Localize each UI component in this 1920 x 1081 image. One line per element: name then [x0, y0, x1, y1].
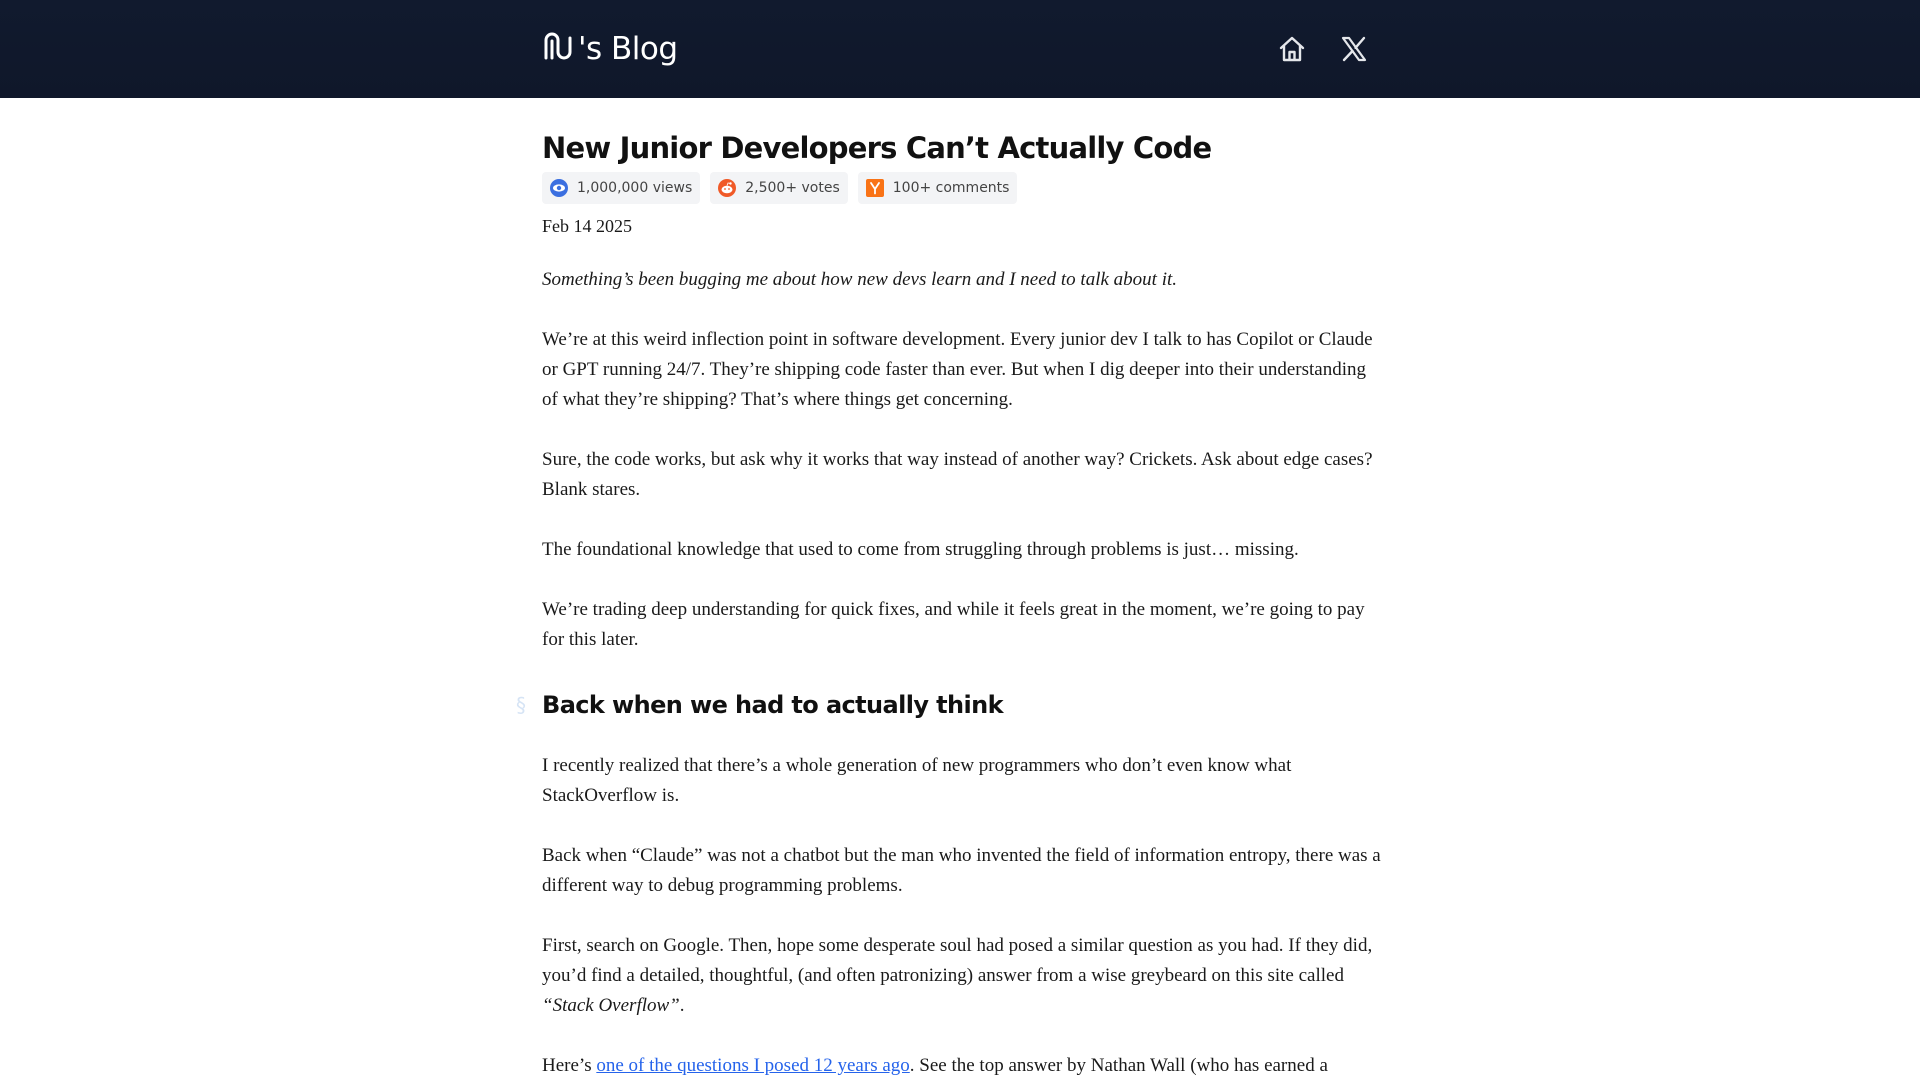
paragraph-text: Here’s: [542, 1055, 597, 1076]
post-title: New Junior Developers Can’t Actually Code: [542, 131, 1212, 165]
reddit-icon: [717, 178, 737, 198]
question-link[interactable]: one of the questions I posed 12 years ago: [596, 1055, 910, 1076]
header-nav: [1276, 33, 1370, 65]
header-inner: [542, 0, 1378, 98]
body-paragraph: We’re at this weird inflection point in software development. Every junior dev I talk to has Copilot or Claude or GPT running 24/7. They’re shipping code faster than ever. But when I dig deeper into their understanding of what they’re shipping? That’s where things get concerning.: [542, 329, 1373, 410]
body-paragraph: Sure, the code works, but ask why it works that way instead of another way? Crickets. Ask about edge cases? Blank stares.: [542, 449, 1373, 500]
post-date: Feb 14 2025: [542, 216, 632, 236]
hacker-news-icon: [865, 178, 885, 198]
site-header: [0, 0, 1920, 98]
body-paragraph: We’re trading deep understanding for quick fixes, and while it feels great in the moment, we’re going to pay for this later.: [542, 599, 1365, 650]
intro-paragraph: [542, 265, 1382, 295]
paragraph-text: First, search on Google. Then, hope some desperate soul had posed a similar question as you had. If they did, you’d find a detailed, thoughtful, (and often patronizing) answer from a wise greybeard on this site called: [542, 935, 1373, 986]
x-logo-icon[interactable]: [1338, 33, 1370, 65]
logo-icon: [542, 30, 576, 64]
paragraph-text: . See the top answer by Nathan Wall (who has earned a: [909, 1055, 1328, 1076]
intro-text: Something’s been bugging me about how new devs learn and I need to talk about it.: [542, 269, 1178, 290]
eye-icon: [549, 178, 569, 198]
comments-badge: [858, 172, 1018, 204]
emphasis-text: “Stack Overflow”: [542, 995, 680, 1016]
post-content: [516, 98, 1382, 1081]
body-paragraph: The foundational knowledge that used to come from struggling through problems is just… missing.: [542, 539, 1299, 560]
views-count: 1,000,000 views: [577, 180, 693, 196]
post-body: [516, 265, 1382, 1081]
paragraph-text: .: [679, 995, 685, 1016]
section-anchor-link[interactable]: §: [516, 693, 526, 717]
brand-title: 's Blog: [578, 31, 678, 67]
comments-count: 100+ comments: [892, 180, 1010, 196]
brand-link[interactable]: [542, 31, 678, 67]
body-paragraph: [542, 1051, 1382, 1081]
votes-count: 2,500+ votes: [745, 180, 840, 196]
body-paragraph: [542, 931, 1382, 1021]
home-icon[interactable]: [1276, 33, 1308, 65]
section-heading-text: Back when we had to actually think: [542, 691, 1004, 719]
section-heading: [516, 691, 1382, 719]
votes-badge: [710, 172, 848, 204]
body-paragraph: I recently realized that there’s a whole generation of new programmers who don’t even know what StackOverflow is.: [542, 755, 1292, 806]
body-paragraph: Back when “Claude” was not a chatbot but the man who invented the field of information entropy, there was a different way to debug programming problems.: [542, 845, 1381, 896]
views-badge: [542, 172, 700, 204]
post-stats: [542, 172, 1382, 204]
